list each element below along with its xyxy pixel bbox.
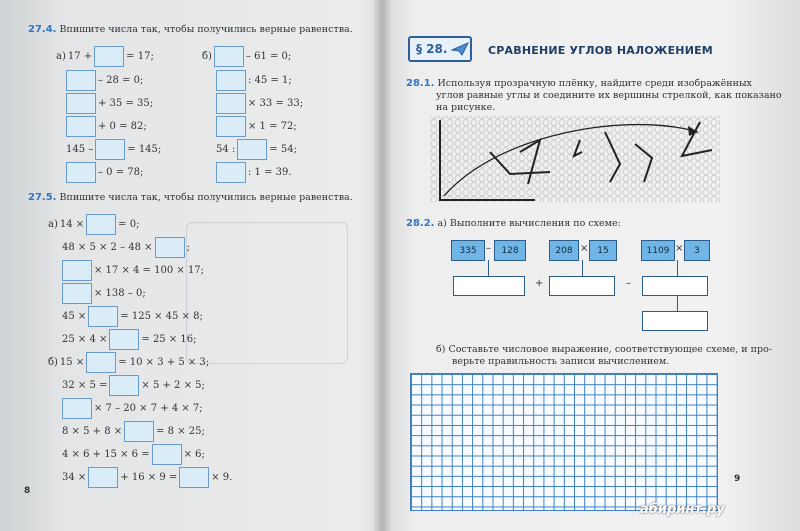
eq-text: 54 : [216,144,236,155]
eq-text: = 8 × 25; [156,426,205,437]
scheme-value: 128 [494,240,526,261]
page-number: 9 [734,474,741,484]
answer-box[interactable] [88,306,118,327]
answer-box[interactable] [62,260,92,281]
task-number: 27.4. [28,24,57,35]
answer-box[interactable] [124,421,154,442]
task-number: 28.2. [406,218,435,229]
eq-row [62,260,204,281]
eq-text: × 6; [183,449,205,460]
eq-row [66,139,161,160]
answer-box[interactable] [86,352,116,373]
watermark: абиринт.ру [640,502,725,517]
part-label: а) [56,51,66,62]
faint-show-through [186,222,348,364]
task-28-1-line3: на рисунке. [436,102,496,113]
eq-text: × 138 – 0; [94,288,146,299]
answer-box[interactable] [66,116,96,137]
task-27-4-header [28,24,353,35]
answer-box[interactable] [179,467,209,488]
answer-box[interactable] [216,70,246,91]
task-28-2-b-line1: б) Составьте числовое выражение, соответствующее схеме, и про- [436,344,772,355]
scheme-op: × [675,243,684,254]
part-label: а) [48,219,58,230]
eq-row [62,237,190,258]
eq-text: 14 × [59,219,85,230]
eq-text: : 1 = 39. [248,167,292,178]
eq-text: 8 × 5 + 8 × [62,426,123,437]
answer-box[interactable] [66,70,96,91]
eq-text: – 0 = 78; [98,167,144,178]
eq-row [66,116,147,137]
eq-row [62,467,232,488]
eq-text: = 17; [126,51,154,62]
scheme-value: 3 [684,240,710,261]
eq-row [62,421,205,442]
scheme-connector [582,260,583,276]
task-text: Используя прозрачную плёнку, найдите среди изображённых [437,78,752,89]
eq-text: = 25 × 16; [141,334,197,345]
eq-row [62,283,146,304]
part-label: б) [202,51,212,62]
eq-row [66,162,143,183]
task-text: а) Выполните вычисления по схеме: [437,218,621,229]
eq-text: × 7 – 20 × 7 + 4 × 7; [94,403,203,414]
eq-text: = 0; [118,219,140,230]
section-number: § 28. [416,42,448,56]
eq-row [202,46,291,67]
eq-text: 45 × [62,311,87,322]
answer-box[interactable] [109,329,139,350]
answer-box[interactable] [109,375,139,396]
eq-row [62,398,203,419]
task-instruction: Впишите числа так, чтобы получились верные равенства. [59,24,353,35]
eq-text: 15 × [59,357,85,368]
eq-row [56,46,154,67]
eq-text: = 54; [269,144,297,155]
scheme-op: – [486,243,491,254]
answer-box[interactable] [214,46,244,67]
answer-grid[interactable] [410,373,718,511]
answer-box[interactable] [237,139,267,160]
result-box[interactable] [642,311,708,331]
eq-text: = 125 × 45 × 8; [120,311,203,322]
eq-text: – 28 = 0; [98,75,144,86]
book-gutter [372,0,392,531]
eq-row [62,306,203,327]
eq-row [48,352,209,373]
scheme-value: 208 [549,240,579,261]
scheme-op: + [535,278,544,289]
eq-text: 17 + [67,51,93,62]
eq-text: 32 × 5 = [62,380,108,391]
eq-text: × 9. [211,472,233,483]
answer-box[interactable] [216,162,246,183]
eq-row [62,444,205,465]
paper-plane-icon [451,42,469,56]
eq-text: × 5 + 2 × 5; [141,380,205,391]
eq-text: : 45 = 1; [248,75,292,86]
result-box[interactable] [642,276,708,296]
eq-row [66,70,143,91]
scheme-value: 1109 [641,240,675,261]
eq-text: × 1 = 72; [248,121,297,132]
answer-box[interactable] [216,93,246,114]
result-box[interactable] [549,276,615,296]
eq-text: ; [186,242,190,253]
answer-box[interactable] [95,139,125,160]
eq-text: 34 × [62,472,87,483]
eq-text: 145 – [66,144,94,155]
left-page [0,0,382,531]
eq-text: – 61 = 0; [245,51,292,62]
eq-text: = 145; [127,144,162,155]
task-instruction: Впишите числа так, чтобы получились верные равенства. [59,192,353,203]
answer-box[interactable] [66,93,96,114]
eq-row [48,214,139,235]
answer-box[interactable] [152,444,182,465]
answer-box[interactable] [62,398,92,419]
answer-box[interactable] [86,214,116,235]
eq-row [216,70,292,91]
answer-box[interactable] [66,162,96,183]
task-28-2-header [406,218,621,229]
task-27-5-header [28,192,353,203]
scheme-op: – [626,278,631,289]
angles-figure [430,112,720,204]
eq-text: + 16 × 9 = [120,472,178,483]
section-badge [408,36,472,62]
scheme-value: 335 [451,240,485,261]
scheme-value: 15 [589,240,617,261]
eq-row [62,375,205,396]
answer-box[interactable] [88,467,118,488]
section-title: СРАВНЕНИЕ УГЛОВ НАЛОЖЕНИЕМ [488,44,713,57]
eq-text: 4 × 6 + 15 × 6 = [62,449,150,460]
eq-row [216,93,303,114]
page-number: 8 [24,486,31,496]
eq-text: = 10 × 3 + 5 × 3; [118,357,210,368]
scheme-op: × [580,243,589,254]
scheme-connector [677,260,678,276]
eq-row [216,139,297,160]
part-label: б) [48,357,58,368]
task-number: 27.5. [28,192,57,203]
answer-box[interactable] [62,283,92,304]
eq-row [66,93,153,114]
task-number: 28.1. [406,78,435,89]
scheme-connector [677,295,678,311]
eq-text: × 33 = 33; [248,98,304,109]
eq-text: 48 × 5 × 2 – 48 × [62,242,153,253]
eq-text: + 35 = 35; [98,98,154,109]
eq-text: + 0 = 82; [98,121,147,132]
task-28-1-line2: углов равные углы и соедините их вершины стрелкой, как показано [436,90,782,101]
eq-row [62,329,197,350]
answer-box[interactable] [94,46,124,67]
task-28-2-b-line2: верьте правильность записи вычислением. [452,356,670,367]
task-28-1-line1 [406,78,752,89]
answer-box[interactable] [216,116,246,137]
eq-text: × 17 × 4 = 100 × 17; [94,265,205,276]
eq-text: 25 × 4 × [62,334,108,345]
eq-row [216,116,297,137]
eq-row [216,162,292,183]
answer-box[interactable] [155,237,185,258]
result-box[interactable] [453,276,525,296]
scheme-connector [488,260,489,276]
